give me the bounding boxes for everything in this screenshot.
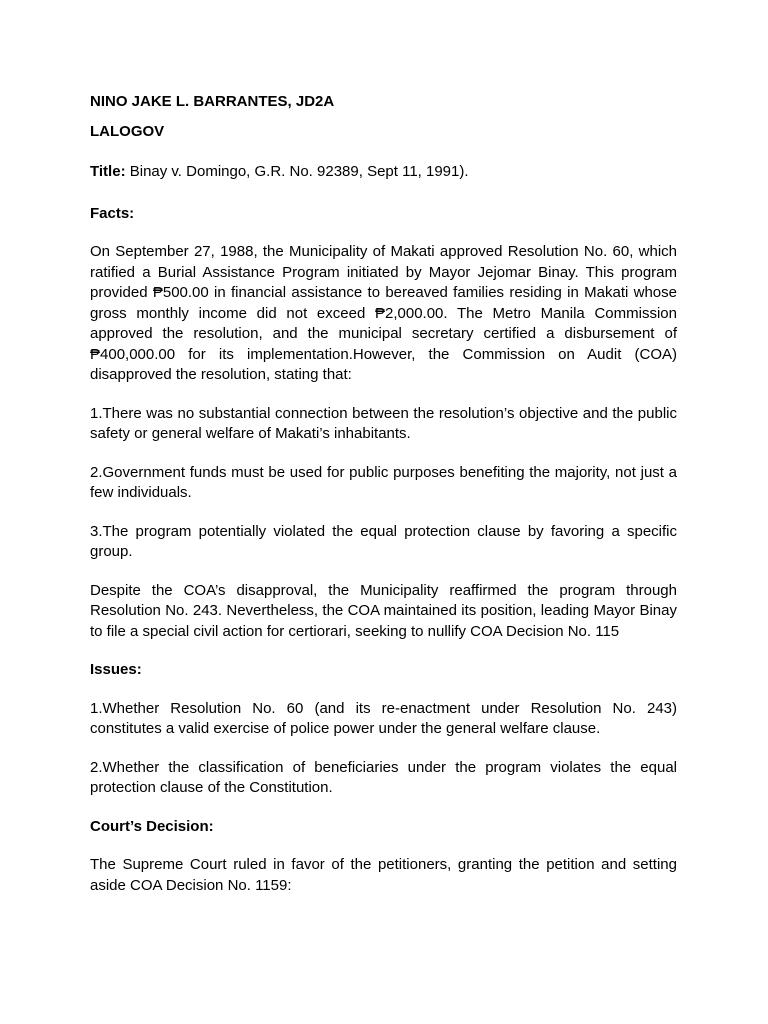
issues-heading: Issues: [90,661,142,678]
decision-heading: Court’s Decision: [90,817,214,835]
facts-point-2: 2.Government funds must be used for public purposes benefiting the majority, not just a few individuals. [90,463,677,501]
document-body [90,92,677,896]
facts-point-1: 1.There was no substantial connection between the resolution’s objective and the public safety or general welfare of Makati’s inhabitants. [90,404,677,442]
title-label: Title: [90,163,126,180]
facts-intro: On September 27, 1988, the Municipality of Makati approved Resolution No. 60, which ratified a Burial Assistance Program initiated by Mayor Jejomar Binay. This program provided ₱500.00 in financial assistance to bereaved families residing in Makati whose gross monthly income did not exceed ₱2,000.00. The Metro Manila Commission approved the resolution, and the municipal secretary certified a disbursement of ₱400,000.00 for its implementation.However, the Commission on Audit (COA) disapproved the resolution, stating that: [90,243,677,383]
title-text: Binay v. Domingo, G.R. No. 92389, Sept 11, 1991). [129,163,469,180]
case-title [90,162,677,183]
author-name: NINO JAKE L. BARRANTES, JD2A [90,93,335,110]
facts-point-3: 3.The program potentially violated the equal protection clause by favoring a specific group. [90,522,677,560]
decision-text: The Supreme Court ruled in favor of the petitioners, granting the petition and setting aside COA Decision No. 1159: [90,856,677,894]
facts-heading: Facts: [90,204,135,222]
facts-closing: Despite the COA’s disapproval, the Municipality reaffirmed the program through Resolution No. 243. Nevertheless, the COA maintained its position, leading Mayor Binay to file a special civil action for certiorari, seeking to nullify COA Decision No. 115 [90,581,677,640]
course-code: LALOGOV [90,122,165,140]
issue-2: 2.Whether the classification of beneficiaries under the program violates the equal protection clause of the Constitution. [90,758,677,796]
issue-1: 1.Whether Resolution No. 60 (and its re-enactment under Resolution No. 243) constitutes a valid exercise of police power under the general welfare clause. [90,699,677,737]
